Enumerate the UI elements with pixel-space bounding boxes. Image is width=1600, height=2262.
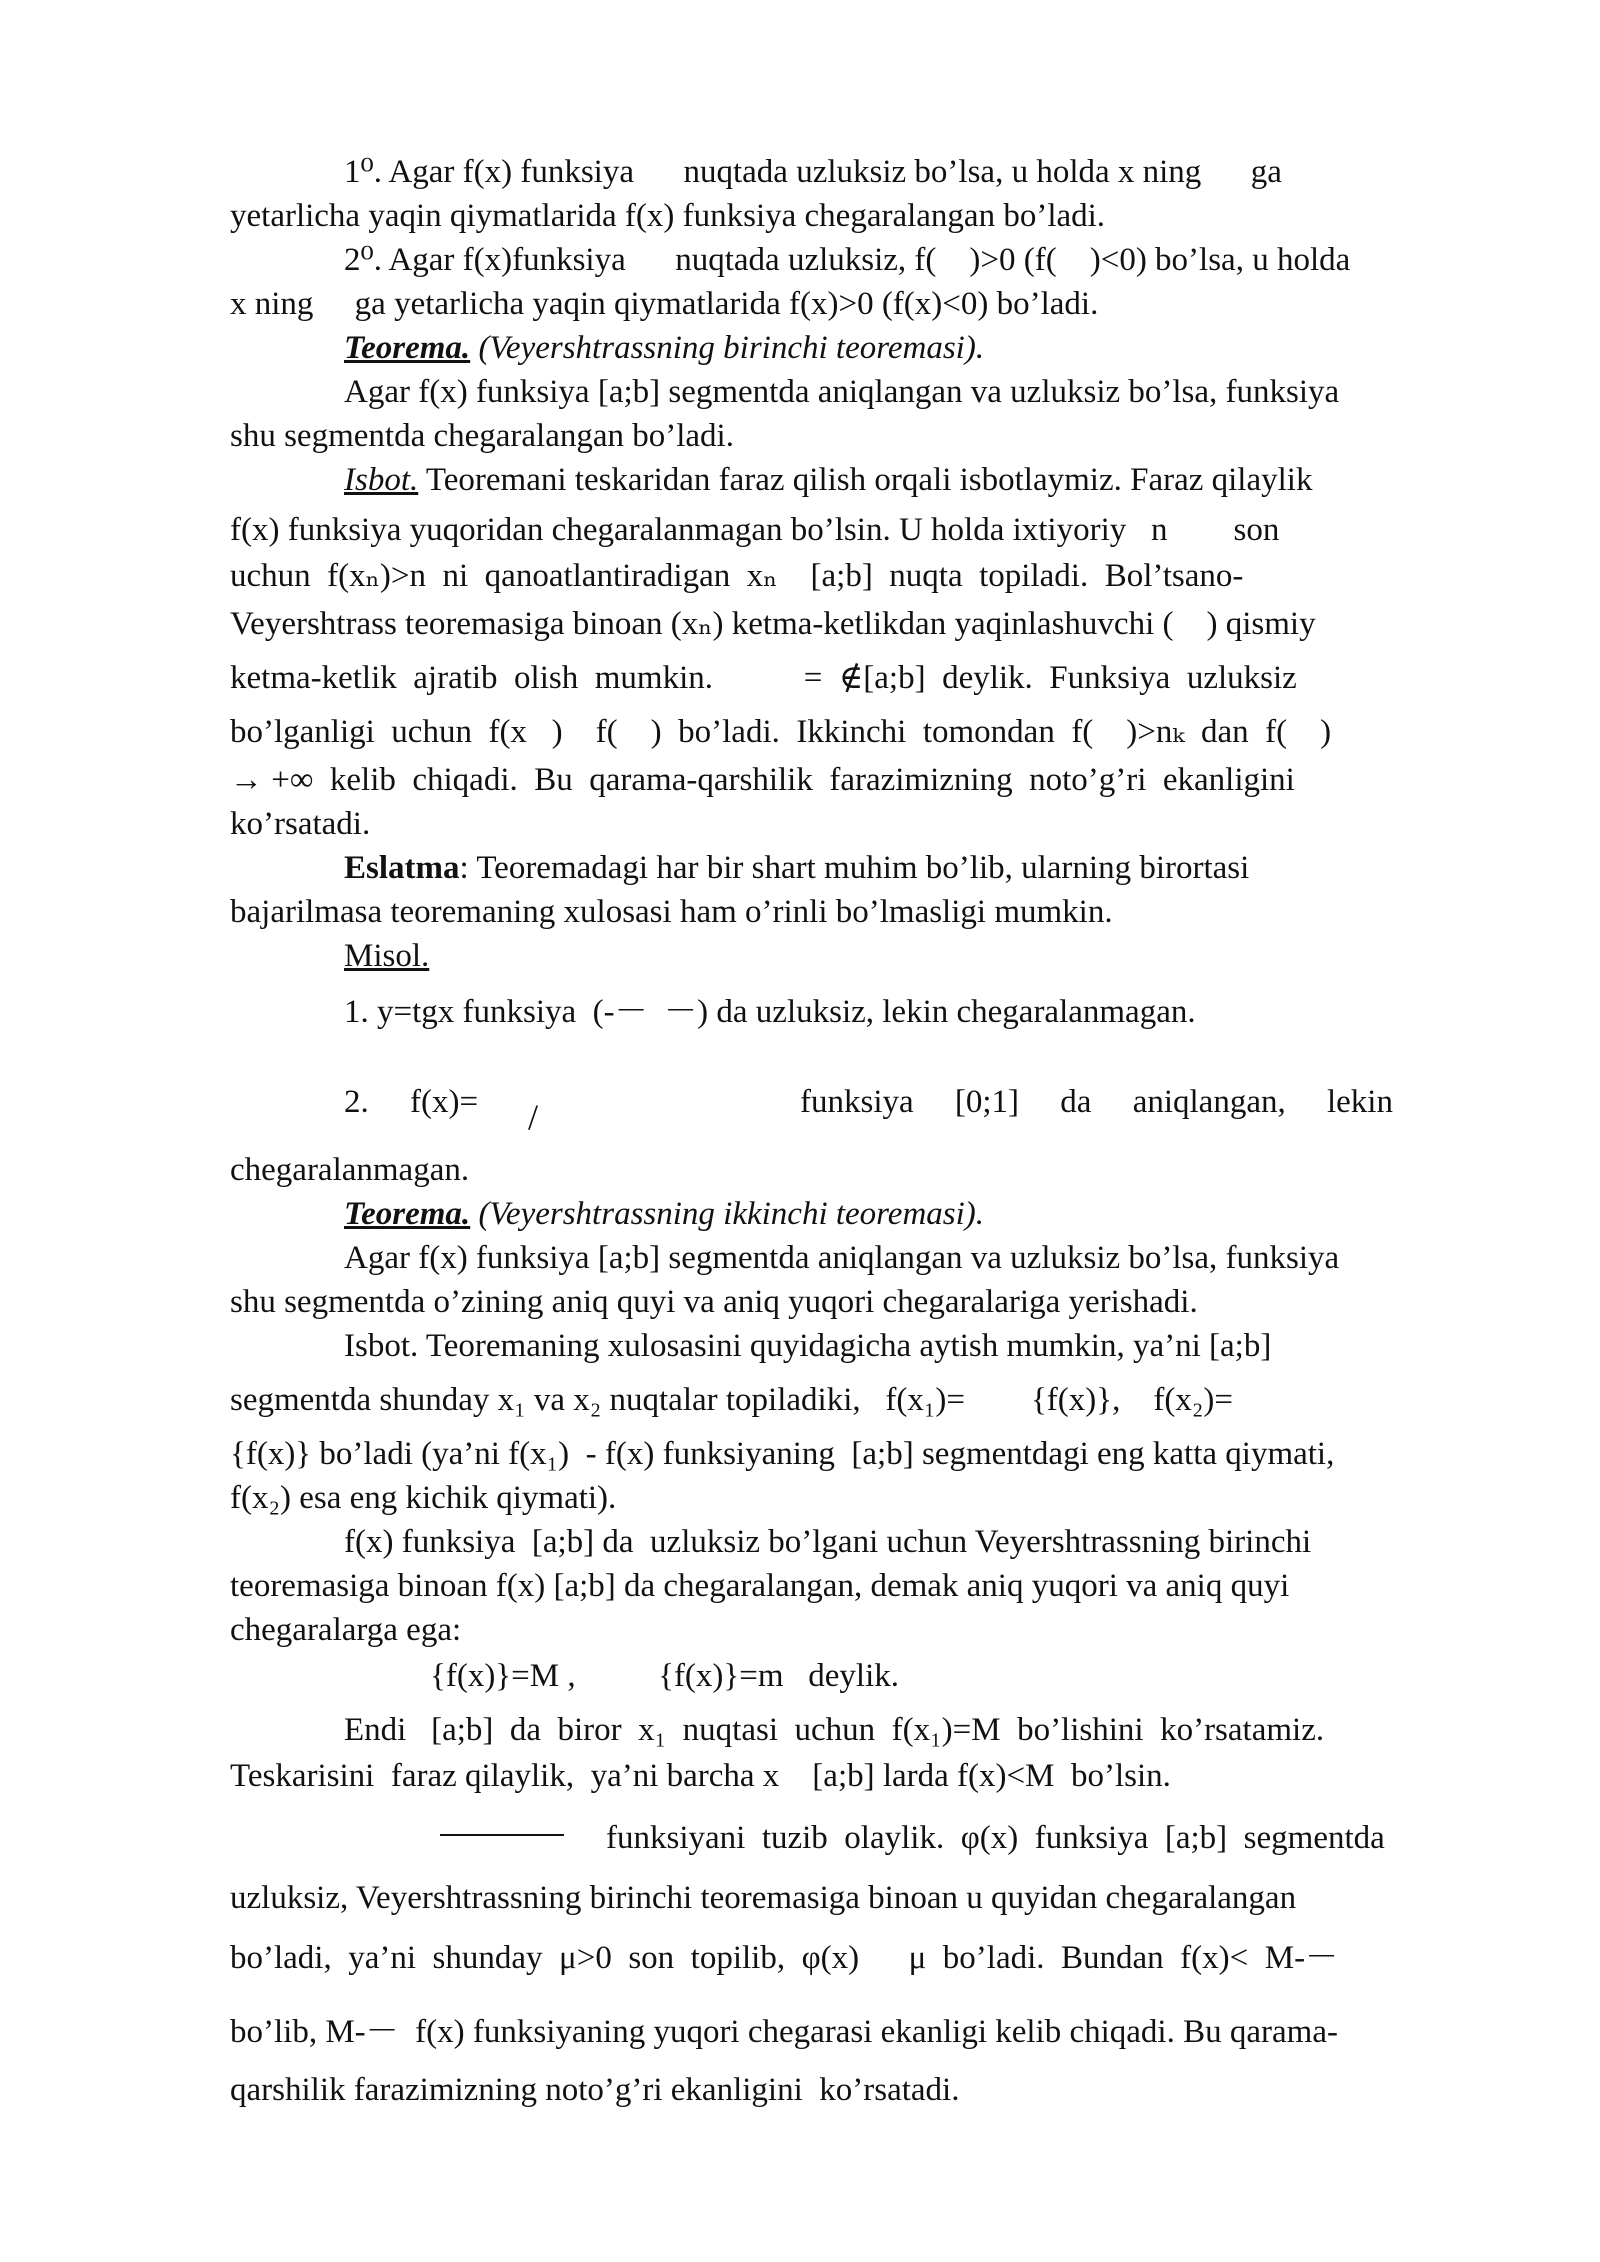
text-line: uchun f(xₙ)>n ni qanoatlantiradigan xₙ [a;b] nuqta topiladi. Bol’tsano-	[230, 558, 1244, 594]
text-line: Veyershtrass teoremasiga binoan (xₙ) ketma-ketlikdan yaqinlashuvchi ( ) qismiy	[230, 606, 1316, 642]
text-line: bo’lib, M-－ f(x) funksiyaning yuqori chegarasi ekanligi kelib chiqadi. Bu qarama-	[230, 2014, 1338, 2050]
text-line: chegaralarga ega:	[230, 1612, 462, 1648]
text-line: ko’rsatadi.	[230, 806, 371, 842]
text-line: f(x) funksiya yuqoridan chegaralanmagan bo’lsin. U holda ixtiyoriy n son	[230, 512, 1280, 548]
text-line: {f(x)} bo’ladi (ya’ni f(x₁) - f(x) funksiyaning [a;b] segmentdagi eng katta qiymati,	[230, 1436, 1335, 1472]
theorem-title: (Veyershtrassning birinchi teoremasi).	[470, 330, 985, 366]
example-heading: Misol.	[344, 938, 430, 974]
proof-text: Teoremani teskaridan faraz qilish orqali isbotlaymiz. Faraz qilaylik	[418, 462, 1313, 498]
text-line: bo’lganligi uchun f(x ) f( ) bo’ladi. Ikkinchi tomondan f( )>nₖ dan f( )	[230, 714, 1332, 750]
example-2-left: 2. f(x)=	[344, 1084, 479, 1120]
text-line: bajarilmasa teoremaning xulosasi ham o’rinli bo’lmasligi mumkin.	[230, 894, 1113, 930]
remark-label: Eslatma	[344, 850, 460, 886]
text-line: uzluksiz, Veyershtrassning birinchi teoremasiga binoan u quyidan chegaralangan	[230, 1880, 1297, 1916]
proof-heading	[344, 460, 1312, 500]
text-line: segmentda shunday x₁ va x₂ nuqtalar topiladiki, f(x₁)= {f(x)}, f(x₂)=	[230, 1382, 1233, 1418]
text-line: Teskarisini faraz qilaylik, ya’ni barcha x [a;b] larda f(x)<M bo’lsin.	[230, 1758, 1171, 1794]
text-line: yetarlicha yaqin qiymatlarida f(x) funksiya chegaralangan bo’ladi.	[230, 198, 1106, 234]
text-line: teoremasiga binoan f(x) [a;b] da chegaralangan, demak aniq yuqori va aniq quyi	[230, 1568, 1290, 1604]
text-line: shu segmentda o’zining aniq quyi va aniq yuqori chegaralariga yerishadi.	[230, 1284, 1198, 1320]
text-line: funksiyani tuzib olaylik. φ(x) funksiya [a;b] segmentda	[606, 1820, 1385, 1856]
text-line: 1⁰. Agar f(x) funksiya nuqtada uzluksiz bo’lsa, u holda x ning ga	[344, 154, 1282, 190]
text-line: 2⁰. Agar f(x)funksiya nuqtada uzluksiz, f( )>0 (f( )<0) bo’lsa, u holda	[344, 242, 1351, 278]
remark-text: : Teoremadagi har bir shart muhim bo’lib, ularning birortasi	[459, 850, 1250, 886]
text-line: f(x) funksiya [a;b] da uzluksiz bo’lgani uchun Veyershtrassning birinchi	[344, 1524, 1312, 1560]
theorem-heading	[344, 328, 984, 368]
text-line: → +∞ kelib chiqadi. Bu qarama-qarshilik farazimizning noto’g’ri ekanligini	[230, 762, 1295, 798]
theorem-label: Teorema.	[344, 1196, 471, 1232]
text-line: qarshilik farazimizning noto’g’ri ekanligini ko’rsatadi.	[230, 2072, 960, 2108]
text-line: x ning ga yetarlicha yaqin qiymatlarida f(x)>0 (f(x)<0) bo’ladi.	[230, 286, 1099, 322]
text-line: Endi [a;b] da biror x₁ nuqtasi uchun f(x₁)=M bo’lishini ko’rsatamiz.	[344, 1712, 1325, 1748]
equation-line: {f(x)}=M , {f(x)}=m deylik.	[430, 1658, 900, 1694]
example-2-right: funksiya [0;1] da aniqlangan, lekin	[800, 1084, 1393, 1120]
text-line: bo’ladi, ya’ni shunday μ>0 son topilib, φ(x) μ bo’ladi. Bundan f(x)< M-－	[230, 1940, 1339, 1976]
text-line: shu segmentda chegaralangan bo’ladi.	[230, 418, 734, 454]
fraction-bar	[440, 1834, 564, 1836]
theorem-title: (Veyershtrassning ikkinchi teoremasi).	[470, 1196, 985, 1232]
proof-label: Isbot.	[344, 462, 419, 498]
text-line: Isbot. Teoremaning xulosasini quyidagicha aytish mumkin, ya’ni [a;b]	[344, 1328, 1272, 1364]
text-line: f(x₂) esa eng kichik qiymati).	[230, 1480, 617, 1516]
theorem-heading-2	[344, 1194, 984, 1234]
theorem-label: Teorema.	[344, 330, 471, 366]
text-line: Agar f(x) funksiya [a;b] segmentda aniqlangan va uzluksiz bo’lsa, funksiya	[344, 374, 1340, 410]
remark-heading	[344, 848, 1249, 888]
example-1: 1. y=tgx funksiya (-－ －) da uzluksiz, lekin chegaralanmagan.	[344, 994, 1196, 1030]
text-line: Agar f(x) funksiya [a;b] segmentda aniqlangan va uzluksiz bo’lsa, funksiya	[344, 1240, 1340, 1276]
text-line: ketma-ketlik ajratib olish mumkin. = ∉[a;b] deylik. Funksiya uzluksiz	[230, 660, 1297, 696]
text-line: chegaralanmagan.	[230, 1152, 470, 1188]
fraction-slash: /	[528, 1097, 539, 1137]
